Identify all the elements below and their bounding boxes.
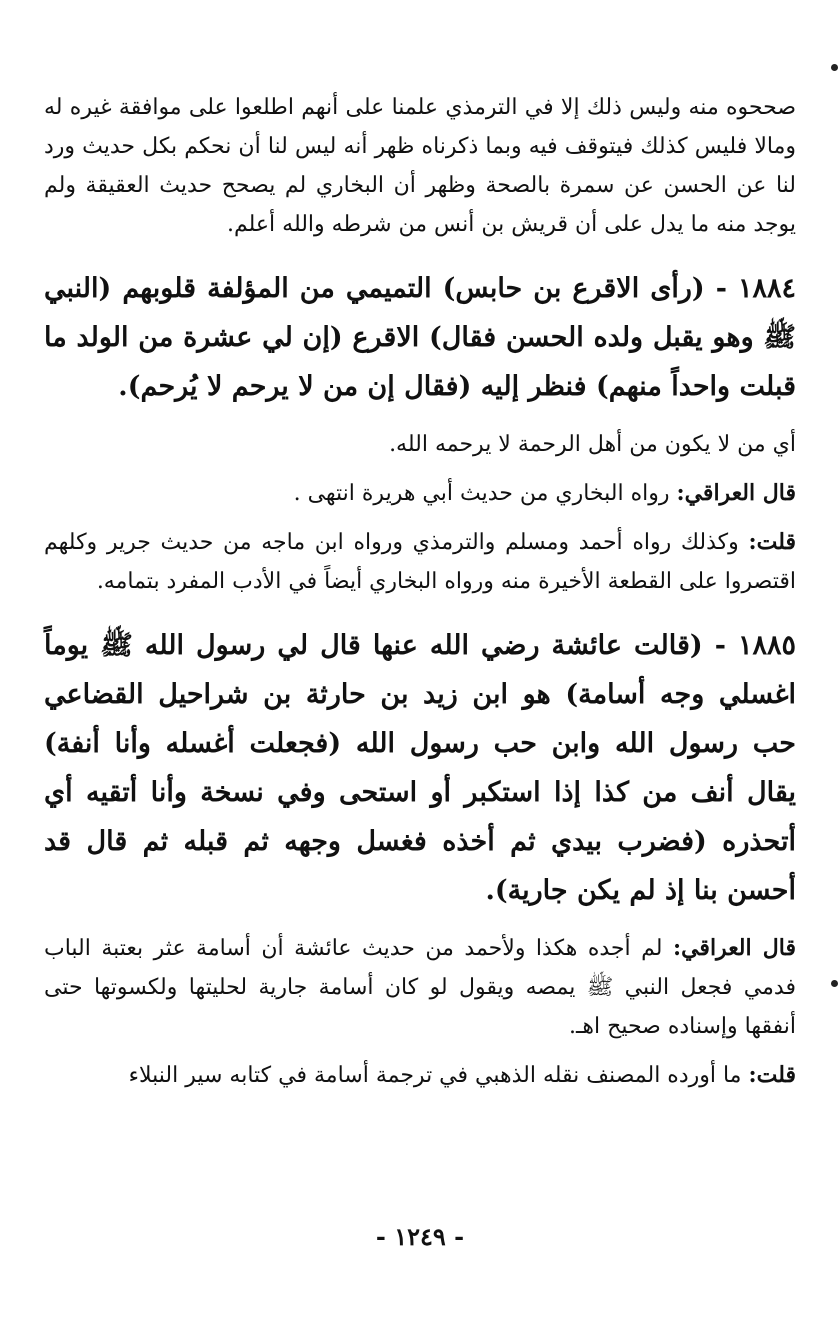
iraqi-text: لم أجده هكذا ولأحمد من حديث عائشة أن أسامة عثر بعتبة الباب فدمي فجعل النبي ﷺ يمصه ويقول لو كان أسامة جارية لحليتها ولكسوتها حتى أنفقها وإسناده صحيح اهـ.: [44, 936, 796, 1039]
iraqi-label: قال العراقي:: [676, 480, 796, 506]
hadith-number-1885: ١٨٨٥ -: [714, 630, 796, 661]
hadith-1885: [44, 621, 796, 915]
hadith-text-1884: (رأى الاقرع بن حابس) التميمي من المؤلفة قلوبهم (النبي ﷺ وهو يقبل ولده الحسن فقال) الاقرع (إن لي عشرة من الولد ما قبلت واحداً منهم) فنظر إليه (فقال إن من لا يرحم لا يُرحم).: [44, 273, 796, 402]
intro-paragraph: صححوه منه وليس ذلك إلا في الترمذي علمنا على أنهم اطلعوا على موافقة غيره له ومالا فليس كذلك فيتوقف فيه وبما ذكرناه ظهر أنه ليس لنا أن نحكم بكل حديث ورد لنا عن الحسن عن سمرة بالصحة وظهر أن البخاري لم يصحح حديث العقيقة ولم يوجد منه ما يدل على أن قريش بن أنس من شرطه والله أعلم.: [44, 95, 796, 237]
iraqi-label: قال العراقي:: [672, 935, 796, 961]
qultu-label: قلت:: [748, 1062, 796, 1088]
qultu-text: ما أورده المصنف نقله الذهبي في ترجمة أسامة في كتابه سير النبلاء: [128, 1063, 742, 1088]
iraqi-text: رواه البخاري من حديث أبي هريرة انتهى .: [293, 481, 670, 506]
margin-dot-icon: [831, 64, 838, 71]
explanation-1884: أي من لا يكون من أهل الرحمة لا يرحمه الله.: [389, 432, 796, 457]
iraqi-note-1885: [44, 929, 796, 1046]
qultu-text: وكذلك رواه أحمد ومسلم والترمذي ورواه ابن ماجه من حديث جرير وكلهم اقتصروا على القطعة الأخيرة منه ورواه البخاري أيضاً في الأدب المفرد بتمامه.: [44, 530, 796, 594]
iraqi-note-1884: [44, 474, 796, 513]
qultu-note-1885: [44, 1056, 796, 1095]
page-number: - ١٢٤٩ -: [375, 1222, 465, 1251]
margin-dot-icon: [831, 980, 838, 987]
hadith-number-1884: ١٨٨٤ -: [715, 273, 797, 304]
page-body: [44, 88, 796, 1288]
hadith-1884: [44, 264, 796, 411]
qultu-note-1884: [44, 523, 796, 601]
qultu-label: قلت:: [748, 529, 796, 555]
hadith-text-1885: (قالت عائشة رضي الله عنها قال لي رسول الله ﷺ يوماً اغسلي وجه أسامة) هو ابن زيد بن حارثة بن شراحيل القضاعي حب رسول الله وابن حب رسول الله (فجعلت أغسله وأنا أنفة) يقال أنف من كذا إذا استكبر أو استحى وفي نسخة وأنا أتقيه أي أتحذره (فضرب بيدي ثم أخذه فغسل وجهه ثم قبله ثم قال قد أحسن بنا إذ لم يكن جارية).: [44, 630, 796, 906]
